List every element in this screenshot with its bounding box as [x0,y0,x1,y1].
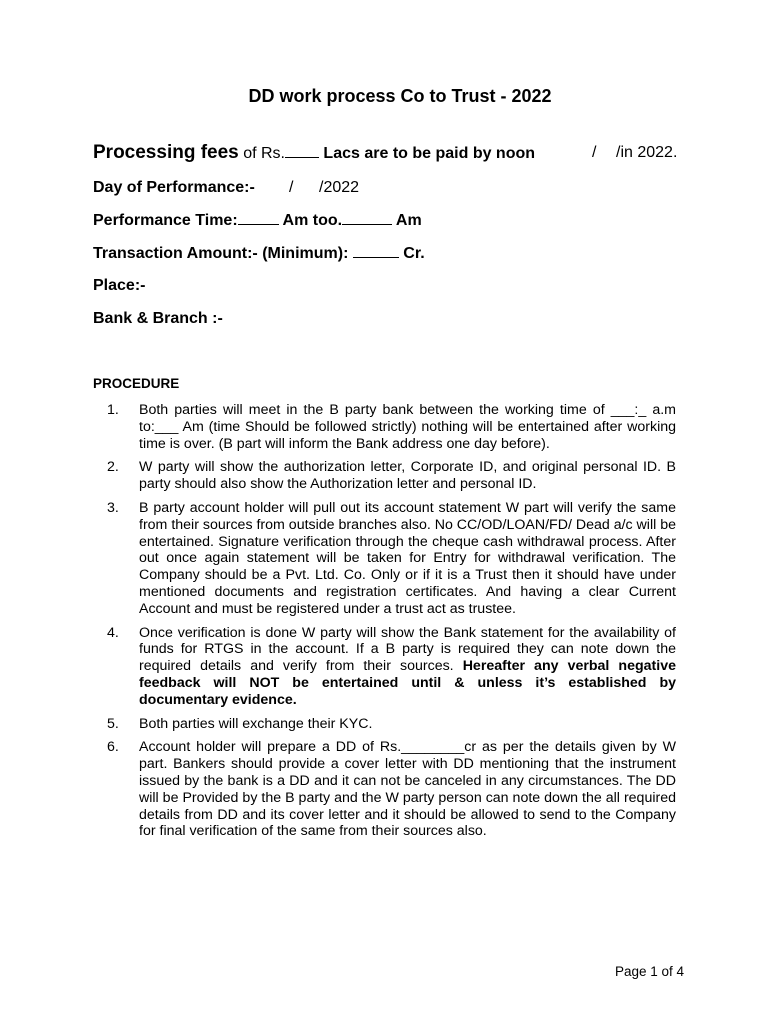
day-of-performance-line [93,179,360,197]
item-text: B party account holder will pull out its account statement W part will verify the same from their sources from outside branches also. No CC/OD/LOAN/FD/ Dead a/c will be entertained. Signature verification through the cheque cash withdrawal process. After out once again statement will be taken for Entry for withdrawal verification. The Company should be a Pvt. Ltd. Co. Only or if it is a Trust then it should have under mentioned documents and registration certificates. And having a clear Current Account and must be registered under a trust act as trustee. [139,499,676,617]
day-of-performance-label: Day of Performance:- [93,179,255,196]
item-bold-text: Hereafter any verbal negative feedback will NOT be entertained until & unless it’s established by documentary evidence. [139,658,676,708]
fees-rs-text: of Rs. [238,145,285,162]
fees-date-slash: / [592,144,597,161]
list-item [0,716,768,733]
list-item [0,625,768,709]
item-number: 4. [107,624,119,641]
place-label: Place:- [93,277,146,294]
processing-fees-line [93,142,678,164]
item-text: Both parties will exchange their KYC. [139,715,373,732]
item-text: Account holder will prepare a DD of Rs.________cr as per the details given by W part. Bankers should provide a cover letter with DD mentioning that the instrument issued by the bank is a DD and it can not be canceled in any circumstances. The DD will be Provided by the B party and the W party person can note down the all required details from DD and its cover letter and it should be allowed to send to the Company for final verification of the same from their sources also. [139,739,676,840]
item-number: 5. [107,715,119,732]
item-number: 2. [107,459,119,476]
procedure-list [0,402,768,847]
procedure-heading: PROCEDURE [93,376,180,391]
item-number: 6. [107,739,119,756]
document-title [0,86,768,107]
end-time-blank [342,211,392,225]
transaction-amount-blank [353,244,399,258]
list-item [0,402,768,452]
performance-time-line [93,211,422,230]
day-slash: / [289,179,294,196]
item-text: Both parties will meet in the B party bank between the working time of ___:_ a.m to:___ Am (time Should be followed strictly) nothing will be entertained after working time is over. (B part will inform the Bank address one day before). [139,402,676,452]
item-text: Once verification is done W party will show the Bank statement for the availability of funds for RTGS in the account. If a B party is required they can note down the required details and verify from their sources. [139,624,676,675]
am-too-text: Am too. [278,212,343,229]
transaction-amount-label: Transaction Amount:- (Minimum): [93,245,353,262]
list-item [0,500,768,618]
bank-branch-label: Bank & Branch :- [93,310,223,327]
item-text: W party will show the authorization letter, Corporate ID, and original personal ID. B party should also show the Authorization letter and personal ID. [139,459,676,493]
transaction-amount-line [93,244,425,263]
performance-time-label: Performance Time: [93,212,238,229]
start-time-blank [238,211,279,225]
fees-lacs-text: Lacs are to be paid by noon [318,145,536,162]
item-number: 3. [107,499,119,516]
fees-year-text: /in 2022. [616,144,678,161]
item-number: 1. [107,402,119,418]
page-number: Page 1 of 4 [614,964,684,979]
processing-fees-label: Processing fees [93,142,239,163]
fees-amount-blank [285,143,319,158]
list-item [0,459,768,493]
am-text: Am [392,212,422,229]
day-year: /2022 [319,179,360,196]
list-item [0,739,768,840]
title-text: DD work process Co to Trust - 2022 [248,86,552,106]
cr-text: Cr. [398,245,425,262]
